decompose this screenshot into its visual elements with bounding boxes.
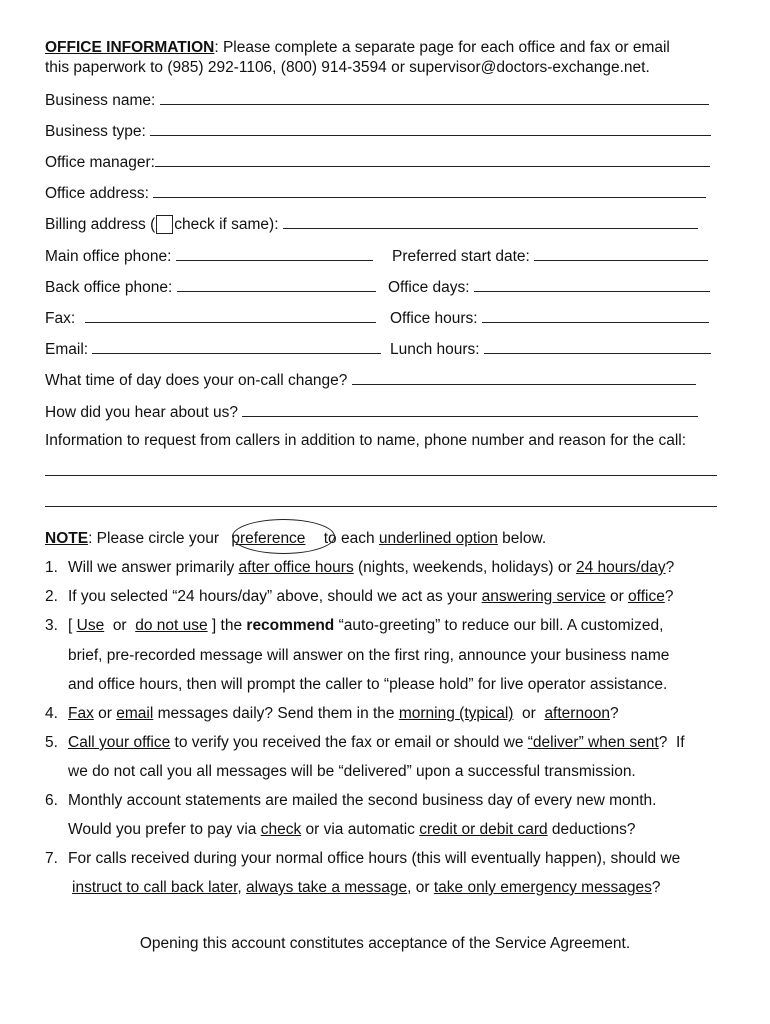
item-1 xyxy=(45,558,674,578)
business-name-label: Business name: xyxy=(45,92,156,109)
office-hours-field[interactable] xyxy=(482,308,709,323)
item-3-line-2: brief, pre-recorded message will answer on the first ring, announce your business name xyxy=(68,647,670,664)
billing-check-label: check if same): xyxy=(174,216,279,233)
item-3-line-3: and office hours, then will prompt the caller to “please hold” for live operator assistance. xyxy=(68,676,668,693)
preferred-start-date-label: Preferred start date: xyxy=(392,248,530,265)
item-1-text-c: ? xyxy=(665,559,675,576)
business-type-row xyxy=(45,121,711,142)
preferred-start-date-field[interactable] xyxy=(534,246,708,261)
note-label: NOTE xyxy=(45,530,89,547)
lunch-hours-row xyxy=(390,339,711,360)
item-2-text-b: or xyxy=(605,588,629,605)
office-address-label: Office address: xyxy=(45,185,149,202)
item-3-number: 3. xyxy=(45,617,58,634)
oncall-change-label: What time of day does your on-call change? xyxy=(45,372,348,389)
option-office[interactable]: office xyxy=(628,588,665,605)
email-field[interactable] xyxy=(92,339,381,354)
option-call-back-later[interactable]: instruct to call back later xyxy=(72,879,238,896)
option-use[interactable]: Use xyxy=(76,617,105,634)
item-4-number: 4. xyxy=(45,705,58,722)
back-office-phone-label: Back office phone: xyxy=(45,279,173,296)
note-text-2: to each xyxy=(323,530,375,547)
preference-word: preference xyxy=(231,530,306,547)
item-3-text-d: “auto-greeting” to reduce our bill. A customized, xyxy=(334,617,664,634)
info-request-label: Information to request from callers in addition to name, phone number and reason for the call: xyxy=(45,432,687,449)
business-type-field[interactable] xyxy=(150,121,711,136)
note-text-3: below. xyxy=(502,530,547,547)
item-7-text-b: , or xyxy=(407,879,434,896)
main-phone-row xyxy=(45,246,373,267)
item-6-text-a: Would you prefer to pay via xyxy=(68,821,261,838)
item-6 xyxy=(45,791,656,811)
item-1-number: 1. xyxy=(45,559,58,576)
fax-field[interactable] xyxy=(85,308,376,323)
item-2-text-c: ? xyxy=(664,588,674,605)
item-7 xyxy=(45,849,680,869)
item-6-line-1: Monthly account statements are mailed the second business day of every new month. xyxy=(68,792,657,809)
option-morning[interactable]: morning (typical) xyxy=(398,705,514,722)
billing-address-label: Billing address ( xyxy=(45,216,156,233)
option-fax[interactable]: Fax xyxy=(68,705,94,722)
form-title: OFFICE INFORMATION xyxy=(45,39,215,56)
item-3-text-a: [ xyxy=(68,617,77,634)
item-7-text-c: ? xyxy=(651,879,661,896)
footer-statement: Opening this account constitutes acceptance of the Service Agreement. xyxy=(139,935,631,952)
note-text-1: : Please circle your xyxy=(88,530,220,547)
item-2-number: 2. xyxy=(45,588,58,605)
header-instructions: : Please complete a separate page for each office and fax or email xyxy=(214,39,670,56)
item-3-recommend: recommend xyxy=(246,617,335,634)
fax-row xyxy=(45,308,376,329)
fax-label: Fax: xyxy=(45,310,76,327)
option-check[interactable]: check xyxy=(260,821,302,838)
office-manager-row xyxy=(45,152,710,173)
option-deliver-when-sent[interactable]: “deliver” when sent xyxy=(527,734,659,751)
item-7-line-2 xyxy=(72,878,660,898)
billing-address-field[interactable] xyxy=(283,214,698,229)
item-4-text-b: messages daily? Send them in the xyxy=(153,705,399,722)
item-5-text-a: to verify you received the fax or email or should we xyxy=(170,734,528,751)
option-call-your-office[interactable]: Call your office xyxy=(68,734,171,751)
office-address-field[interactable] xyxy=(153,183,706,198)
option-after-office-hours[interactable]: after office hours xyxy=(238,559,354,576)
item-3-text-c: ] the xyxy=(207,617,247,634)
office-days-field[interactable] xyxy=(474,277,710,292)
option-emergency-only[interactable]: take only emergency messages xyxy=(433,879,652,896)
item-7-line-1: For calls received during your normal office hours (this will eventually happen), should we xyxy=(68,850,681,867)
option-24-hours[interactable]: 24 hours/day xyxy=(575,559,666,576)
option-always-take-message[interactable]: always take a message xyxy=(246,879,408,896)
item-6-line-2 xyxy=(68,820,636,840)
info-request-line-2[interactable] xyxy=(45,505,717,507)
office-hours-row xyxy=(390,308,709,329)
business-name-row xyxy=(45,90,709,111)
lunch-hours-label: Lunch hours: xyxy=(390,341,480,358)
office-manager-label: Office manager: xyxy=(45,154,155,171)
item-5 xyxy=(45,733,685,753)
item-3 xyxy=(45,616,663,636)
item-2 xyxy=(45,587,673,607)
oncall-change-field[interactable] xyxy=(352,370,696,385)
option-do-not-use[interactable]: do not use xyxy=(135,617,208,634)
hear-about-row xyxy=(45,402,698,423)
item-7-text-a: , xyxy=(237,879,247,896)
item-1-text-a: Will we answer primarily xyxy=(68,559,239,576)
item-5-line-2: we do not call you all messages will be “delivered” upon a successful transmission. xyxy=(68,763,636,780)
item-1-text-b: (nights, weekends, holidays) or xyxy=(353,559,576,576)
email-row xyxy=(45,339,381,360)
main-office-phone-label: Main office phone: xyxy=(45,248,172,265)
item-4-text-d: ? xyxy=(609,705,619,722)
item-4 xyxy=(45,704,619,724)
item-6-number: 6. xyxy=(45,792,58,809)
preference-circle xyxy=(232,519,335,554)
item-5-number: 5. xyxy=(45,734,58,751)
option-afternoon[interactable]: afternoon xyxy=(544,705,610,722)
hear-about-field[interactable] xyxy=(242,402,698,417)
email-label: Email: xyxy=(45,341,89,358)
option-email[interactable]: email xyxy=(116,705,154,722)
office-manager-field[interactable] xyxy=(155,152,710,167)
business-name-field[interactable] xyxy=(160,90,709,105)
header-line-2: this paperwork to (985) 292-1106, (800) 914-3594 or supervisor@doctors-exchange.net. xyxy=(45,59,650,76)
same-address-checkbox[interactable] xyxy=(156,215,173,234)
item-2-text-a: If you selected “24 hours/day” above, should we act as your xyxy=(68,588,482,605)
oncall-row xyxy=(45,370,696,391)
option-credit-debit-card[interactable]: credit or debit card xyxy=(419,821,548,838)
item-6-text-b: or via automatic xyxy=(301,821,420,838)
item-7-number: 7. xyxy=(45,850,58,867)
hear-about-label: How did you hear about us? xyxy=(45,404,239,421)
office-hours-label: Office hours: xyxy=(390,310,478,327)
billing-address-row xyxy=(45,214,698,235)
back-phone-row xyxy=(45,277,376,298)
office-days-row xyxy=(388,277,710,298)
underlined-option-word: underlined option xyxy=(378,530,498,547)
item-6-text-c: deductions? xyxy=(547,821,636,838)
back-office-phone-field[interactable] xyxy=(177,277,376,292)
lunch-hours-field[interactable] xyxy=(484,339,711,354)
office-address-row xyxy=(45,183,706,204)
item-4-text-c: or xyxy=(513,705,545,722)
start-date-row xyxy=(392,246,708,267)
info-request-line-1[interactable] xyxy=(45,474,717,476)
item-5-text-b: ? If xyxy=(658,734,685,751)
office-days-label: Office days: xyxy=(388,279,470,296)
header-line-1 xyxy=(45,38,670,58)
item-3-text-b: or xyxy=(104,617,136,634)
option-answering-service[interactable]: answering service xyxy=(481,588,606,605)
item-4-text-a: or xyxy=(93,705,117,722)
main-office-phone-field[interactable] xyxy=(176,246,373,261)
business-type-label: Business type: xyxy=(45,123,146,140)
